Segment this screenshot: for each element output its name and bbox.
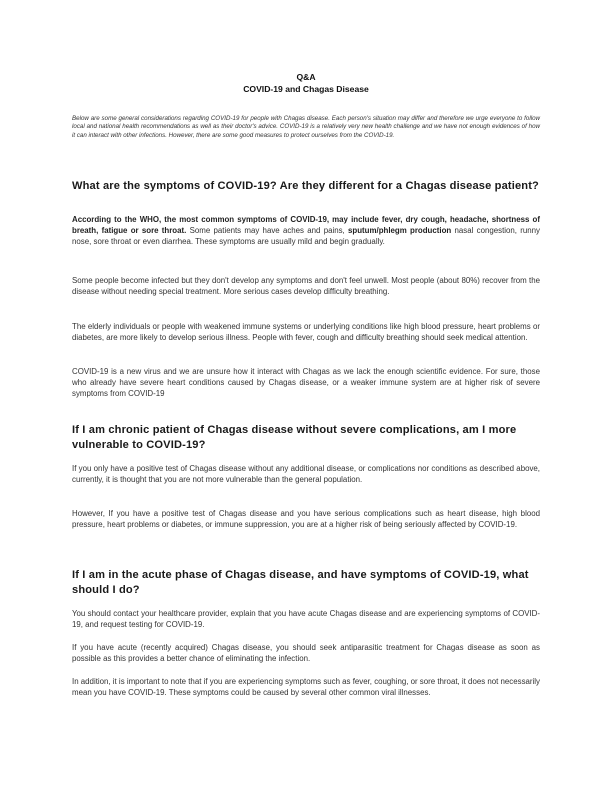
header-qa: Q&A (296, 72, 316, 82)
section-3-paragraph-2: If you have acute (recently acquired) Chagas disease, you should seek antiparasitic treatment for Chagas disease as soon as possible as this provides a better chance of eliminating the infection. (72, 643, 540, 663)
section-3-paragraph-1: You should contact your healthcare provider, explain that you have acute Chagas disease and are experiencing symptoms of COVID-19, and request testing for COVID-19. (72, 609, 540, 629)
section-1-paragraph-1 (72, 215, 540, 247)
symptoms-bold-text: According to the WHO, the most common symptoms of COVID-19, may include fever, dry cough, headache, shortness of breath, fatigue or sore throat. (72, 215, 540, 235)
section-3-paragraph-3: In addition, it is important to note that if you are experiencing symptoms such as fever, coughing, or sore throat, it does not necessarily mean you have COVID-19. These symptoms could be caused by several other common viral illnesses. (72, 677, 540, 697)
document-title: COVID-19 and Chagas Disease (243, 84, 369, 94)
section-2-question: If I am chronic patient of Chagas disease without severe complications, am I more vulnerable to COVID-19? (72, 424, 517, 451)
section-1-paragraph-2: Some people become infected but they don't develop any symptoms and don't feel unwell. Most people (about 80%) recover from the disease without needing special treatment. More serious cases develop difficulty breathing. (72, 276, 540, 296)
symptoms-text-end: nasal congestion, runny nose, sore throat or even diarrhea. These symptoms are usually mild and begin gradually. (72, 225, 540, 246)
section-2-paragraph-1: If you only have a positive test of Chagas disease without any additional disease, or complications nor conditions as described above, currently, it is thought that you are not more vulnerable than the general population. (72, 464, 540, 484)
section-1-paragraph-3: The elderly individuals or people with weakened immune systems or underlying conditions like high blood pressure, heart problems or diabetes, are more likely to develop serious illness. People with fever, cough and difficulty breathing should seek medical attention. (72, 322, 540, 342)
section-3-question: If I am in the acute phase of Chagas disease, and have symptoms of COVID-19, what should I do? (72, 569, 529, 596)
intro-paragraph: Below are some general considerations regarding COVID-19 for people with Chagas disease. Each person's situation may differ and therefore we urge everyone to follow local and national health recommendations as well as their doctor's advice. COVID-19 is a relatively very new health challenge and we have not enough evidences of how it can interact with other infections. However, there are some good measures to protect ourselves from the COVID-19. (72, 115, 540, 139)
sputum-bold-text: sputum/phlegm production (348, 225, 452, 235)
document-header (0, 71, 612, 95)
section-1-question: What are the symptoms of COVID-19? Are they different for a Chagas disease patient? (72, 180, 539, 192)
symptoms-text: Some patients may have aches and pains, (186, 225, 349, 235)
section-1-paragraph-4: COVID-19 is a new virus and we are unsure how it interact with Chagas as we lack the enough scientific evidence. For sure, those who already have severe heart conditions caused by Chagas disease, or a weaker immune system are at higher risk of severe symptoms from COVID-19 (72, 367, 540, 398)
section-2-paragraph-2: However, If you have a positive test of Chagas disease and you have serious complications such as heart disease, high blood pressure, heart problems or diabetes, or immune suppression, you are at a higher risk of being seriously affected by COVID-19. (72, 509, 540, 529)
